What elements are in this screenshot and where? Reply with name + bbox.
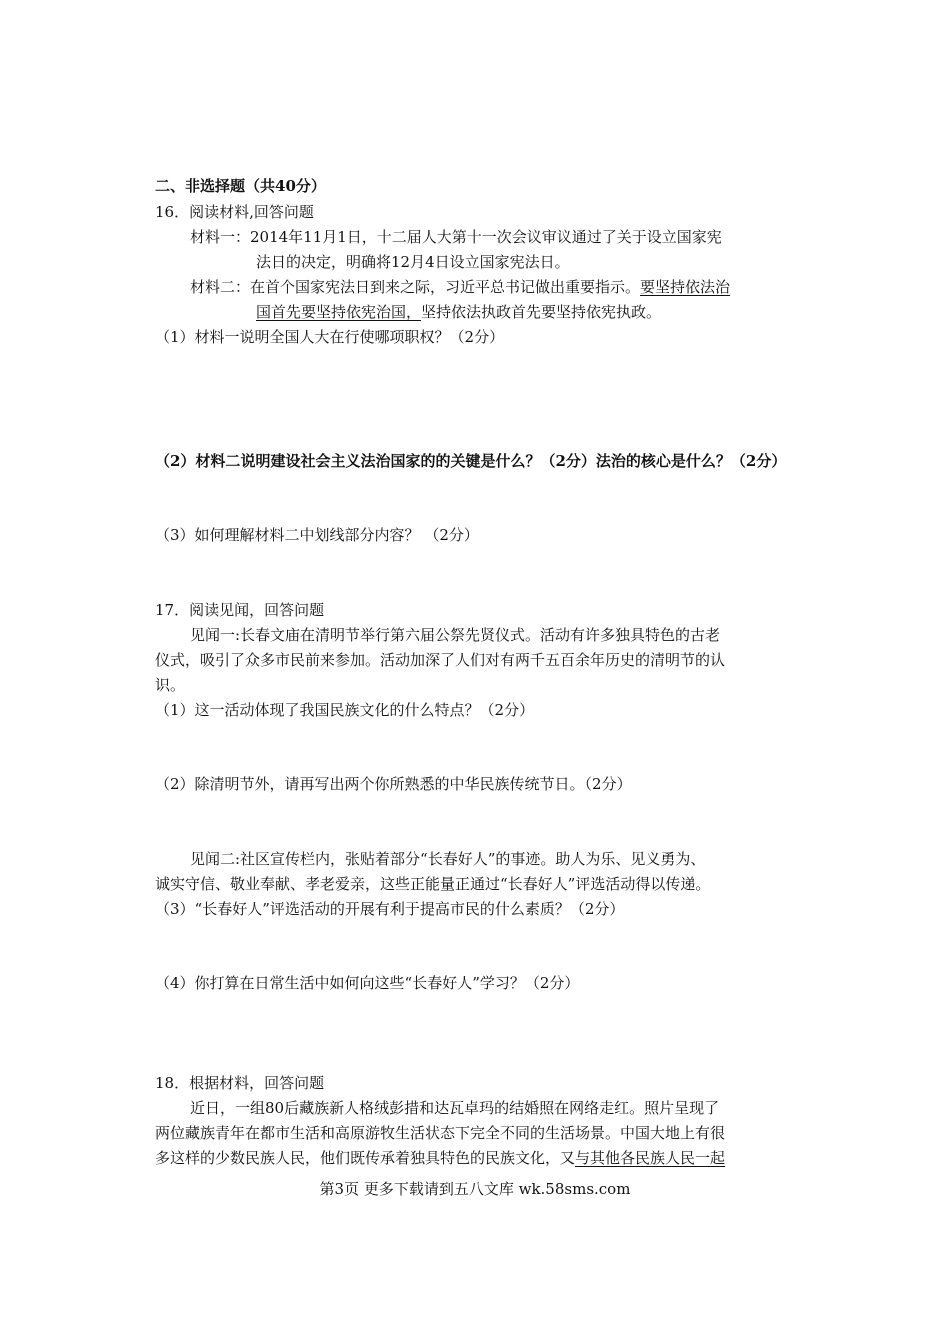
q16-subquestion-3: （3）如何理解材料二中划线部分内容？ （2分） xyxy=(155,526,479,544)
q17-subquestion-4: （4）你打算在日常生活中如何向这些“长春好人”学习？（2分） xyxy=(155,974,580,992)
q17-news2-line1: 见闻二:社区宣传栏内，张贴着部分“长春好人”的事迹。助人为乐、见义勇为、 xyxy=(190,850,706,868)
q17-news1-line2: 仪式，吸引了众多市民前来参加。活动加深了人们对有两千五百余年历史的清明节的认 xyxy=(155,651,726,669)
q18-paragraph-line3 xyxy=(155,1148,725,1168)
q17-news1-line1: 见闻一:长春文庙在清明节举行第六届公祭先贤仪式。活动有许多独具特色的古老 xyxy=(190,626,721,644)
q18-paragraph-line3-text: 多这样的少数民族人民，他们既传承着独具特色的民族文化，又 xyxy=(155,1149,576,1167)
q16-subquestion-2: （2）材料二说明建设社会主义法治国家的的关键是什么？（2分）法治的核心是什么？（2分） xyxy=(155,452,787,470)
q16-material2-line2-text: 坚持依法执政首先要坚持依宪执政。 xyxy=(421,303,662,321)
q18-paragraph-line2: 两位藏族青年在都市生活和高原游牧生活状态下完全不同的生活场景。中国大地上有很 xyxy=(155,1124,726,1142)
q16-material2-underlined-start: 要坚持依法治 xyxy=(640,278,731,296)
q17-subquestion-1: （1）这一活动体现了我国民族文化的什么特点？（2分） xyxy=(155,701,535,719)
q16-material1-line1: 材料一：2014年11月1日，十二届人大第十一次会议审议通过了关于设立国家宪 xyxy=(190,228,722,246)
q16-subquestion-1: （1）材料一说明全国人大在行使哪项职权？（2分） xyxy=(155,328,505,346)
section-title: 二、非选择题（共40分） xyxy=(155,177,326,195)
q16-material2-line1 xyxy=(190,277,730,297)
question-16-stem: 16．阅读材料,回答问题 xyxy=(155,203,314,221)
page-footer: 第3页 更多下载请到五八文库 wk.58sms.com xyxy=(319,1180,631,1198)
q18-paragraph-line1: 近日，一组80后藏族新人格绒彭措和达瓦卓玛的结婚照在网络走红。照片呈现了 xyxy=(190,1099,720,1117)
q17-subquestion-2: （2）除清明节外，请再写出两个你所熟悉的中华民族传统节日。（2分） xyxy=(155,775,632,793)
question-17-stem: 17．阅读见闻，回答问题 xyxy=(155,601,325,619)
q17-subquestion-3: （3）“长春好人”评选活动的开展有利于提高市民的什么素质？（2分） xyxy=(155,900,625,918)
q18-paragraph-underlined: 与其他各民族人民一起 xyxy=(575,1149,726,1167)
q16-material1-line2: 法日的决定，明确将12月4日设立国家宪法日。 xyxy=(256,253,570,271)
q17-news1-line3: 识。 xyxy=(155,676,186,694)
q16-material2-line2 xyxy=(256,302,661,322)
q17-news2-line2: 诚实守信、敬业奉献、孝老爱亲，这些正能量正通过“长春好人”评选活动得以传递。 xyxy=(155,875,711,893)
q16-material2-line1-text: 材料二：在首个国家宪法日到来之际，习近平总书记做出重要指示。 xyxy=(190,278,641,296)
q16-material2-underlined-end: 国首先要坚持依宪治国， xyxy=(256,303,422,321)
question-18-stem: 18．根据材料，回答问题 xyxy=(155,1074,325,1092)
